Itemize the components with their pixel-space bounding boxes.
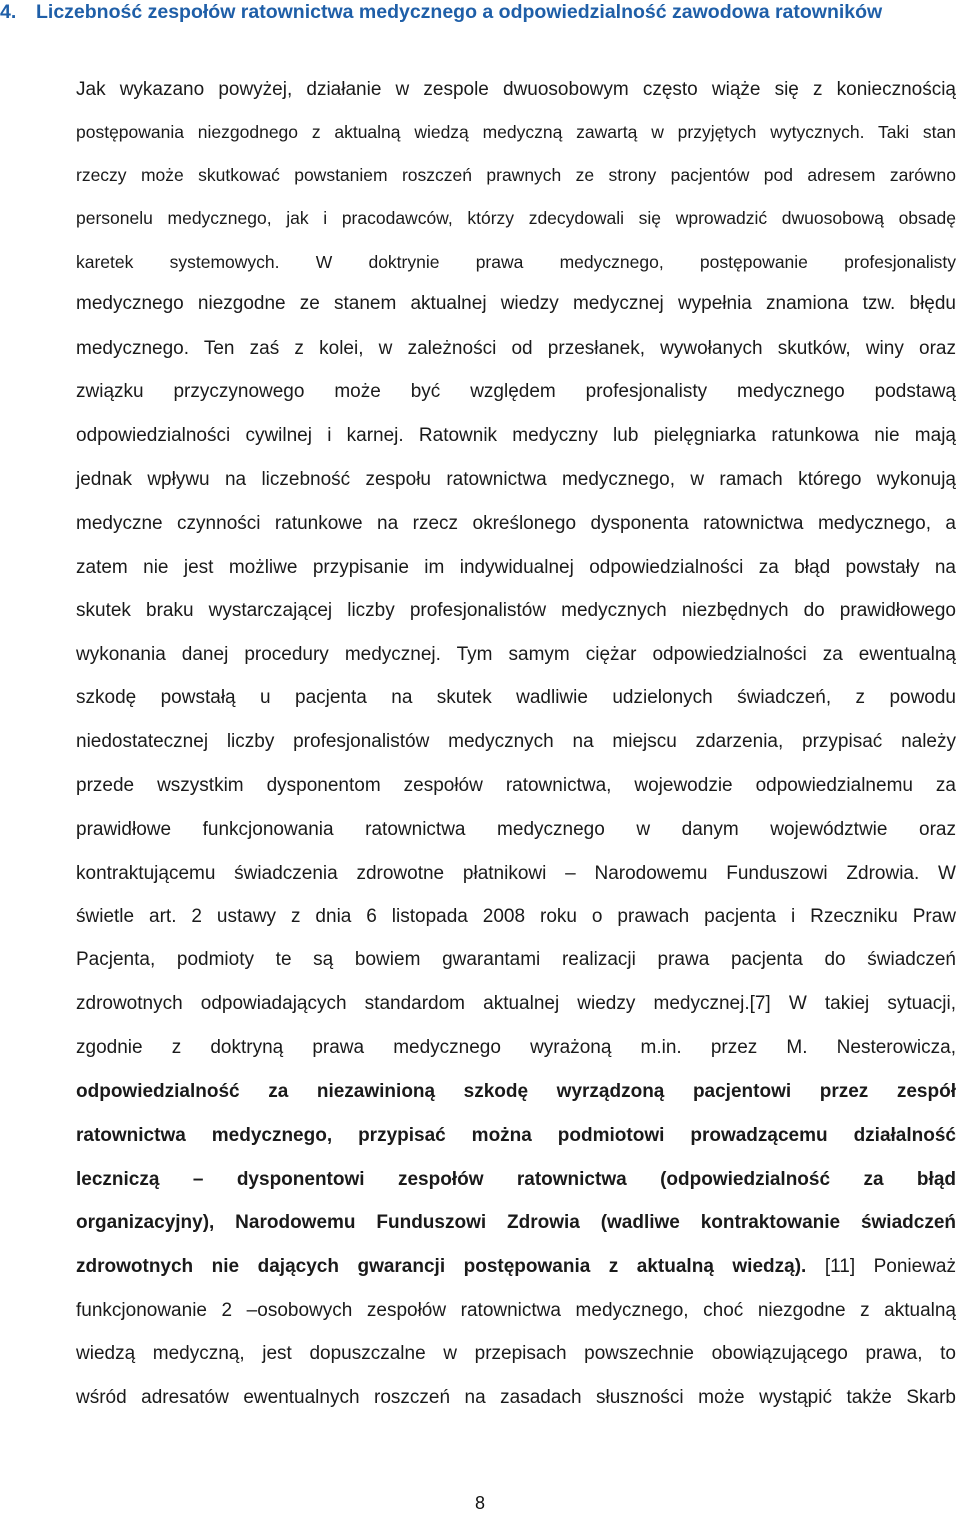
text-line — [76, 815, 956, 845]
text-line — [76, 203, 956, 233]
text-run: wśród adresatów ewentualnych roszczeń na zasadach słuszności może wystąpić także Skarb — [76, 1387, 956, 1408]
text-line — [76, 117, 956, 147]
text-run: przede wszystkim dysponentom zespołów ratownictwa, wojewodzie odpowiedzialnemu za — [76, 775, 956, 796]
text-line — [76, 421, 956, 451]
text-line — [76, 1383, 956, 1413]
text-run: zgodnie z doktryną prawa medycznego wyrażoną m.in. przez M. Nesterowicza, — [76, 1037, 956, 1058]
text-line — [76, 945, 956, 975]
text-run: medyczne czynności ratunkowe na rzecz określonego dysponenta ratownictwa medycznego, a — [76, 513, 956, 534]
text-line — [76, 1339, 956, 1369]
section-heading — [0, 0, 960, 24]
text-line — [76, 1208, 956, 1238]
text-run: medycznego niezgodne ze stanem aktualnej wiedzy medycznej wypełnia znamiona tzw. błędu — [76, 293, 956, 314]
text-line — [76, 596, 956, 626]
text-line — [76, 727, 956, 757]
text-run: medycznego. Ten zaś z kolei, w zależności od przesłanek, wywołanych skutków, winy oraz — [76, 338, 956, 359]
text-line — [76, 509, 956, 539]
text-line — [76, 553, 956, 583]
text-run: kontraktującemu świadczenia zdrowotne płatnikowi – Narodowemu Funduszowi Zdrowia. W — [76, 863, 956, 884]
text-line — [76, 859, 956, 889]
bold-text-run: zdrowotnych nie dających gwarancji postępowania z aktualną wiedzą). — [76, 1256, 807, 1277]
text-run: niedostatecznej liczby profesjonalistów medycznych na miejscu zdarzenia, przypisać należy — [76, 731, 956, 752]
text-run: jednak wpływu na liczebność zespołu ratownictwa medycznego, w ramach którego wykonują — [76, 469, 956, 490]
text-line — [76, 465, 956, 495]
text-run: karetek systemowych. W doktrynie prawa medycznego, postępowanie profesjonalisty — [76, 252, 956, 272]
text-line — [76, 75, 956, 105]
text-line — [76, 771, 956, 801]
text-run: zatem nie jest możliwe przypisanie im indywidualnej odpowiedzialności za błąd powstały na — [76, 557, 956, 578]
text-line — [76, 902, 956, 932]
text-line — [76, 683, 956, 713]
text-line — [76, 640, 956, 670]
text-run: zdrowotnych odpowiadających standardom aktualnej wiedzy medycznej.[7] W takiej sytuacji, — [76, 993, 956, 1014]
text-run: odpowiedzialności cywilnej i karnej. Ratownik medyczny lub pielęgniarka ratunkowa nie mają — [76, 425, 956, 446]
text-line — [76, 1077, 956, 1107]
text-line — [76, 334, 956, 364]
text-run: związku przyczynowego może być względem profesjonalisty medycznego podstawą — [76, 381, 956, 402]
section-title: Liczebność zespołów ratownictwa medycznego a odpowiedzialność zawodowa ratowników — [36, 1, 883, 23]
text-run: rzeczy może skutkować powstaniem roszczeń prawnych ze strony pacjentów pod adresem zarówno — [76, 165, 956, 185]
text-run: funkcjonowanie 2 –osobowych zespołów ratownictwa medycznego, choć niezgodne z aktualną — [76, 1300, 956, 1321]
bold-text-run: organizacyjny), Narodowemu Funduszowi Zdrowia (wadliwe kontraktowanie świadczeń — [76, 1212, 956, 1233]
text-run: skutek braku wystarczającej liczby profesjonalistów medycznych niezbędnych do prawidłowego — [76, 600, 956, 621]
text-line — [76, 289, 956, 319]
text-line — [76, 1033, 956, 1063]
text-run: personelu medycznego, jak i pracodawców, którzy zdecydowali się wprowadzić dwuosobową obsadę — [76, 208, 956, 228]
text-run: prawidłowe funkcjonowania ratownictwa medycznego w danym województwie oraz — [76, 819, 956, 840]
text-run: Pacjenta, podmioty te są bowiem gwarantami realizacji prawa pacjenta do świadczeń — [76, 949, 956, 970]
text-run: świetle art. 2 ustawy z dnia 6 listopada 2008 roku o prawach pacjenta i Rzeczniku Praw — [76, 906, 956, 927]
text-line — [76, 377, 956, 407]
text-run: wykonania danej procedury medycznej. Tym samym ciężar odpowiedzialności za ewentualną — [76, 644, 956, 665]
text-run: postępowania niezgodnego z aktualną wiedzą medyczną zawartą w przyjętych wytycznych. Taki stan — [76, 122, 956, 142]
bold-text-run: odpowiedzialność za niezawinioną szkodę wyrządzoną pacjentowi przez zespół — [76, 1081, 956, 1102]
text-run: szkodę powstałą u pacjenta na skutek wadliwie udzielonych świadczeń, z powodu — [76, 687, 956, 708]
bold-text-run: ratownictwa medycznego, przypisać można podmiotowi prowadzącemu działalność — [76, 1125, 956, 1146]
text-run: wiedzą medyczną, jest dopuszczalne w przepisach powszechnie obowiązującego prawa, to — [76, 1343, 956, 1364]
text-line — [76, 160, 956, 190]
text-line — [76, 247, 956, 277]
text-line — [76, 1121, 956, 1151]
text-line — [76, 1296, 956, 1326]
text-line — [76, 1252, 956, 1282]
section-number: 4. — [0, 1, 17, 23]
text-line — [76, 1165, 956, 1195]
text-run: Jak wykazano powyżej, działanie w zespole dwuosobowym często wiąże się z koniecznością — [76, 79, 956, 100]
text-line — [76, 989, 956, 1019]
page-number: 8 — [474, 1493, 485, 1513]
bold-text-run: leczniczą – dysponentowi zespołów ratownictwa (odpowiedzialność za błąd — [76, 1169, 956, 1190]
text-run: [11] Ponieważ — [806, 1256, 956, 1277]
